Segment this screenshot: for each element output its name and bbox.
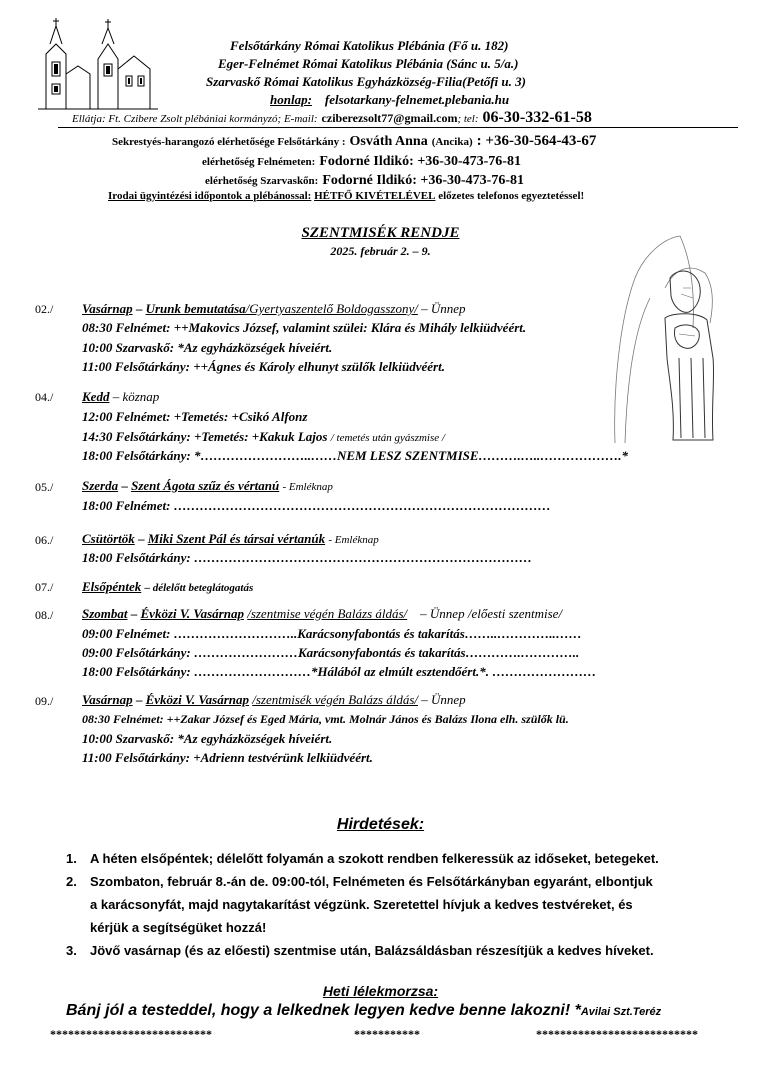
- website-label: honlap:: [270, 92, 312, 107]
- header-line-2: Eger-Felnémet Római Katolikus Plébánia (Sánc u. 5/a.): [218, 56, 519, 71]
- page-title: SZENTMISÉK RENDJE: [301, 225, 460, 241]
- item-text: A héten elsőpéntek; délelőtt folyamán a szokott rendben felkeressük az időseket, betegeket.: [90, 851, 659, 866]
- announcements-title: Hirdetések:: [336, 816, 425, 833]
- mass-entry: 11:00 Felsőtárkány: +Adrienn testvérünk lelkiüdvéért.: [82, 750, 373, 765]
- dash: –: [121, 478, 128, 493]
- day-heading-09: [82, 692, 466, 708]
- email-link[interactable]: cziberezsolt77@gmail.com: [321, 111, 458, 125]
- header-line-1: Felsőtárkány Római Katolikus Plébánia (Fő u. 182): [230, 38, 509, 53]
- mass-entry: 10:00 Szarvaskő: *Az egyházközségek híveiért.: [82, 340, 333, 355]
- announcement-item: [66, 939, 746, 962]
- szarvasko-label: elérhetőség Szarvaskőn:: [205, 175, 319, 187]
- footer-stars-right: ***************************: [536, 1027, 698, 1041]
- item-text: Szombaton, február 8.-án de. 09:00-tól, Felnémeten és Felsőtárkányban egyaránt, elbontjuk: [90, 874, 653, 889]
- feast-name: Szent Ágota szűz és vértanú: [131, 478, 280, 493]
- day-name: Szombat: [82, 606, 128, 621]
- felnemet-value: Fodorné Ildikó: +36-30-473-76-81: [319, 154, 521, 169]
- website-url[interactable]: felsotarkany-felnemet.plebania.hu: [324, 92, 510, 107]
- day-name: Csütörtök: [82, 531, 135, 546]
- feast-rank: - Emléknap: [282, 481, 333, 493]
- felnemet-label: elérhetőség Felnémeten:: [202, 156, 316, 168]
- admin-prefix: Ellátja: Ft. Czibere Zsolt plébániai kormányzó; E-mail:: [72, 113, 318, 125]
- weekly-quote: [66, 1002, 661, 1020]
- admin-row: [72, 109, 592, 127]
- feast-rank: – Ünnep: [421, 301, 466, 316]
- quote-text: Bánj jól a testeddel, hogy a lelkednek legyen kedve benne lakozni! *: [66, 1002, 581, 1019]
- item-number: 2.: [66, 874, 77, 889]
- day-heading-04: [82, 389, 159, 405]
- day-heading-06: [82, 531, 379, 547]
- mass-entry-note: / temetés után gyászmise /: [330, 432, 445, 444]
- item-text: Jövő vasárnap (és az előesti) szentmise után, Balázsáldásban részesítjük a kedves híveket.: [90, 943, 654, 958]
- day-heading-07: [82, 579, 253, 595]
- office-label: Irodai ügyintézési időpontok a plébánossal:: [108, 190, 312, 202]
- mass-entry: 09:00 Felsőtárkány: ……………………Karácsonyfabontás és takarítás………….…………..: [82, 645, 580, 660]
- mass-entry: 18:00 Felsőtárkány: ……………………………………………………………………: [82, 550, 532, 565]
- dash: –: [135, 301, 143, 316]
- day-name: Vasárnap: [82, 301, 133, 316]
- item-number: 3.: [66, 943, 77, 958]
- office-hours: [108, 190, 584, 202]
- dash: –: [130, 606, 138, 621]
- footer-stars-left: ***************************: [50, 1027, 212, 1041]
- item-number: 1.: [66, 851, 77, 866]
- mass-entry: 18:00 Felnémet: ……………………………………………………………………………: [82, 498, 551, 513]
- felnemet-contact: [202, 152, 521, 170]
- mass-entry: 12:00 Felnémet: +Temetés: +Csikó Alfonz: [82, 409, 308, 424]
- day-name: Kedd: [82, 389, 110, 404]
- mass-entry: 08:30 Felnémet: ++Zakar József és Eged Mária, vmt. Molnár János és Balázs Ilona elh. szülők lü.: [82, 712, 569, 726]
- date-02: 02./: [35, 302, 54, 316]
- footer-stars-middle: ***********: [354, 1027, 420, 1041]
- feast-rank: - Emléknap: [328, 534, 379, 546]
- feast-name: Miki Szent Pál és társai vértanúk: [147, 531, 326, 546]
- sexton-label: Sekrestyés-harangozó elérhetősége Felsőtárkány :: [112, 136, 346, 148]
- feast-name: Évközi V. Vasárnap: [140, 606, 244, 621]
- date-07: 07./: [35, 580, 54, 594]
- date-06: 06./: [35, 533, 54, 547]
- date-04: 04./: [35, 390, 54, 404]
- quote-label: Heti lélekmorzsa:: [322, 983, 439, 999]
- feast-subtitle: /szentmisék végén Balázs áldás/: [252, 692, 418, 707]
- announcement-item: [66, 870, 746, 939]
- announcement-list: [66, 847, 746, 962]
- header-divider: [58, 127, 738, 128]
- day-heading-02: [82, 301, 466, 317]
- feast-subtitle: /Gyertyaszentelő Boldogasszony/: [245, 301, 418, 316]
- feast-name: Évközi V. Vasárnap: [145, 692, 250, 707]
- office-rest: előzetes telefonos egyeztetéssel!: [438, 190, 585, 202]
- item-text: a karácsonyfát, majd nagytakarítást végzünk. Szeretettel hívjuk a kedves testvéreket, és: [90, 897, 633, 912]
- szarvasko-value: Fodorné Ildikó: +36-30-473-76-81: [322, 173, 524, 188]
- mass-entry: [82, 429, 445, 445]
- website-row: [270, 92, 509, 108]
- sexton-contact: [112, 132, 596, 150]
- tel-label: ; tel:: [457, 113, 479, 125]
- sexton-nick: (Ancika): [431, 136, 473, 148]
- szarvasko-contact: [205, 171, 524, 189]
- feast-name: Urunk bemutatása: [145, 301, 246, 316]
- mass-entry: 08:30 Felnémet: ++Makovics József, valamint szülei: Klára és Mihály lelkiüdvéért.: [82, 320, 527, 335]
- announcement-item: [66, 847, 746, 870]
- phone-number: 06-30-332-61-58: [482, 109, 592, 126]
- sexton-phone: : +36-30-564-43-67: [476, 133, 597, 149]
- day-heading-08: [82, 606, 562, 622]
- mass-entry: 11:00 Felsőtárkány: ++Ágnes és Károly elhunyt szülők lelkiüdvéért.: [82, 359, 445, 374]
- date-08: 08./: [35, 608, 54, 622]
- header-line-3: Szarvaskő Római Katolikus Egyházközség-Filia(Petőfi u. 3): [206, 74, 526, 89]
- feast-rank: – Ünnep: [421, 692, 466, 707]
- feast-subtitle: /szentmise végén Balázs áldás/: [247, 606, 408, 621]
- mass-entry: 09:00 Felnémet: ………………………..Karácsonyfabontás és takarítás……..…………..……: [82, 626, 582, 641]
- madonna-illustration: [595, 228, 745, 448]
- mass-entry: 10:00 Szarvaskő: *Az egyházközségek híveiért.: [82, 731, 333, 746]
- quote-author: Avilai Szt.Teréz: [580, 1006, 662, 1018]
- week-dates: 2025. február 2. – 9.: [330, 244, 431, 258]
- day-name: Szerda: [82, 478, 119, 493]
- feast-rank: – Ünnep /előesti szentmise/: [420, 606, 563, 621]
- date-09: 09./: [35, 694, 54, 708]
- day-name: Elsőpéntek: [82, 579, 142, 594]
- dash: –: [135, 692, 143, 707]
- dash: –: [138, 531, 145, 546]
- mass-entry: 18:00 Felsőtárkány: *……………………..……NEM LESZ SZENTMISE……….…..……………….*: [82, 448, 629, 463]
- sexton-name: Osváth Anna: [349, 134, 428, 149]
- mass-entry: 18:00 Felsőtárkány: ………………………*Hálából az elmúlt esztendőért.*. ……………………: [82, 664, 597, 679]
- feast-rank: – köznap: [112, 389, 160, 404]
- mass-entry-main: 14:30 Felsőtárkány: +Temetés: +Kakuk Lajos: [82, 429, 328, 444]
- item-text: kérjük a segítségüket hozzá!: [90, 920, 267, 935]
- church-logo: [38, 14, 198, 114]
- day-name: Vasárnap: [82, 692, 133, 707]
- feast-rank: – délelőtt beteglátogatás: [144, 582, 254, 594]
- office-emph: HÉTFŐ KIVÉTELÉVEL: [314, 190, 436, 202]
- date-05: 05./: [35, 480, 54, 494]
- day-heading-05: [82, 478, 333, 494]
